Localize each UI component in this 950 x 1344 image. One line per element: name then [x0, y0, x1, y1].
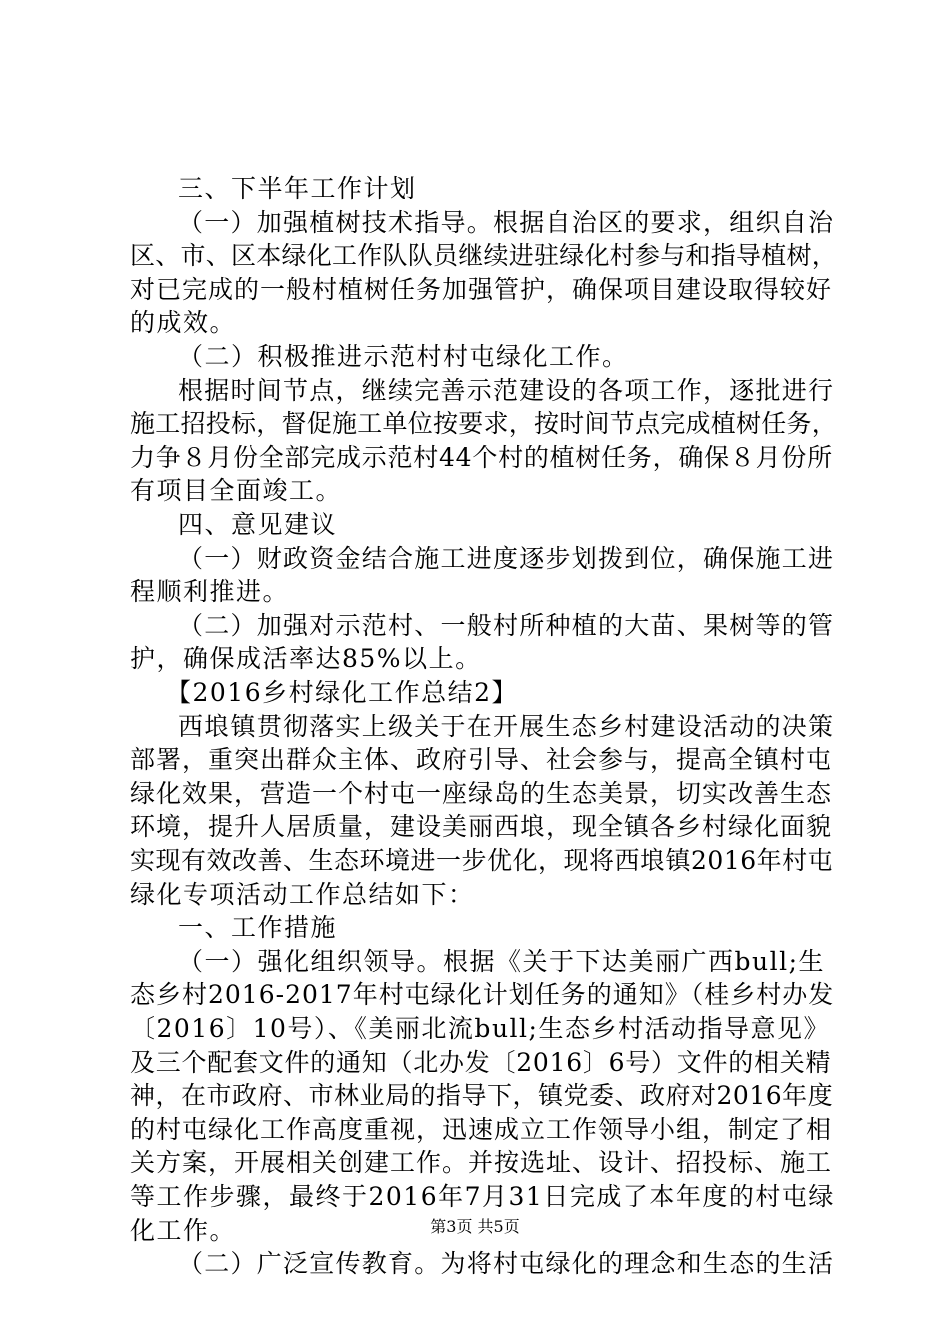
- paragraph-line: 态乡村2016-2017年村屯绿化计划任务的通知》（桂乡村办发: [130, 980, 835, 1009]
- paragraph-line: 实现有效改善、生态环境进一步优化，现将西埌镇2016年村屯: [130, 846, 834, 875]
- paragraph-line: 的成效。: [130, 308, 237, 337]
- subtitle-bracket: 【2016乡村绿化工作总结2】: [166, 678, 519, 707]
- paragraph-line: 程顺利推进。: [130, 577, 290, 606]
- paragraph-line: （二）加强对示范村、一般村所种植的大苗、果树等的管: [178, 611, 835, 640]
- heading-section-4: 四、意见建议: [178, 510, 338, 539]
- heading-work-measures: 一、工作措施: [178, 913, 338, 942]
- paragraph-line: 区、市、区本绿化工作队队员继续进驻绿化村参与和指导植树，: [130, 241, 838, 270]
- paragraph-line: 部署，重突出群众主体、政府引导、社会参与，提高全镇村屯: [130, 745, 833, 774]
- paragraph-line: 有项目全面竣工。: [130, 476, 343, 505]
- paragraph-line: 力争８月份全部完成示范村44个村的植树任务，确保８月份所: [130, 443, 833, 472]
- paragraph-line: 及三个配套文件的通知（北办发〔2016〕6号）文件的相关精: [130, 1048, 832, 1077]
- paragraph-line: 施工招投标，督促施工单位按要求，按时间节点完成植树任务，: [130, 409, 838, 438]
- paragraph-line: 等工作步骤，最终于2016年7月31日完成了本年度的村屯绿: [130, 1182, 835, 1211]
- paragraph-line: 根据时间节点，继续完善示范建设的各项工作，逐批进行: [178, 376, 835, 405]
- paragraph-line: （二）广泛宣传教育。为将村屯绿化的理念和生态的生活: [178, 1249, 835, 1278]
- paragraph-line: 神，在市政府、市林业局的指导下，镇党委、政府对2016年度: [130, 1081, 834, 1110]
- heading-section-3: 三、下半年工作计划: [178, 174, 417, 203]
- paragraph-line: 关方案，开展相关创建工作。并按选址、设计、招投标、施工: [130, 1148, 833, 1177]
- paragraph-line: 绿化专项活动工作总结如下：: [130, 880, 475, 909]
- paragraph-line: （一）强化组织领导。根据《关于下达美丽广西bull;生: [178, 947, 826, 976]
- page-number-footer: 第3页 共5页: [430, 1217, 520, 1236]
- paragraph-line: 绿化效果，营造一个村屯一座绿岛的生态美景，切实改善生态: [130, 779, 833, 808]
- paragraph-line: 护，确保成活率达85%以上。: [130, 644, 482, 673]
- paragraph-line: （二）积极推进示范村村屯绿化工作。: [178, 342, 629, 371]
- paragraph-line: 的村屯绿化工作高度重视，迅速成立工作领导小组，制定了相: [130, 1115, 833, 1144]
- paragraph-line: 〔2016〕10号）、《美丽北流bull;生态乡村活动指导意见》: [130, 1014, 830, 1043]
- paragraph-line: （一）财政资金结合施工进度逐步划拨到位，确保施工进: [178, 544, 835, 573]
- paragraph-line: 环境，提升人居质量，建设美丽西埌，现全镇各乡村绿化面貌: [130, 812, 833, 841]
- paragraph-line: （一）加强植树技术指导。根据自治区的要求，组织自治: [178, 208, 835, 237]
- paragraph-line: 西埌镇贯彻落实上级关于在开展生态乡村建设活动的决策: [178, 712, 835, 741]
- paragraph-line: 对已完成的一般村植树任务加强管护，确保项目建设取得较好: [130, 275, 833, 304]
- paragraph-line: 化工作。: [130, 1216, 237, 1245]
